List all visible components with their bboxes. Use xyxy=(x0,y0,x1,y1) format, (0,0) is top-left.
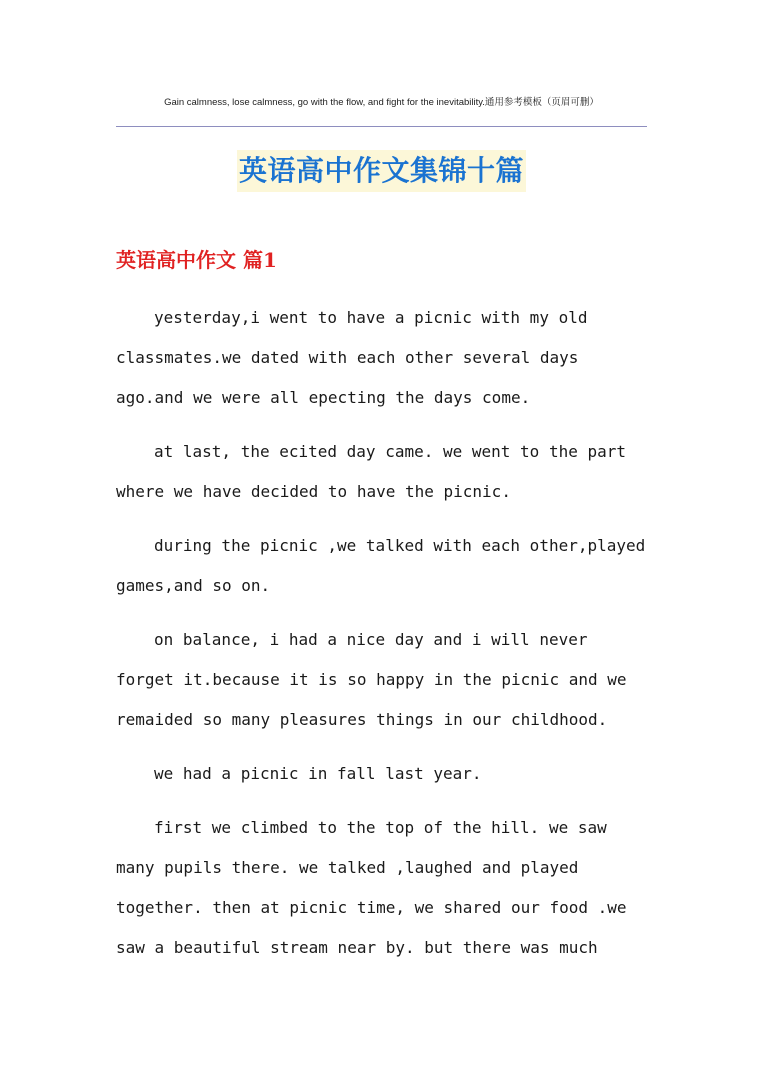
text-line: remaided so many pleasures things in our childhood. xyxy=(116,710,608,729)
text-line: on balance, i had a nice day and i will never xyxy=(154,630,588,649)
text-line: during the picnic ,we talked with each other,played xyxy=(154,536,646,555)
text-line: classmates.we dated with each other several days xyxy=(116,348,579,367)
text-line: we had a picnic in fall last year. xyxy=(154,764,482,783)
essay-body xyxy=(116,298,656,982)
paragraph-3 xyxy=(116,526,656,606)
text-line: where we have decided to have the picnic. xyxy=(116,482,511,501)
page-header: Gain calmness, lose calmness, go with the flow, and fight for the inevitability.通用参考模板（页眉可删） xyxy=(164,97,599,108)
text-line: games,and so on. xyxy=(116,576,271,595)
text-line: forget it.because it is so happy in the picnic and we xyxy=(116,670,627,689)
document-title-wrapper xyxy=(0,150,763,192)
paragraph-6 xyxy=(116,808,656,968)
header-divider xyxy=(116,126,647,127)
text-line: together. then at picnic time, we shared our food .we xyxy=(116,898,627,917)
paragraph-4 xyxy=(116,620,656,740)
text-line: at last, the ecited day came. we went to the part xyxy=(154,442,627,461)
section-heading: 英语高中作文 篇1 xyxy=(116,248,277,272)
paragraph-5 xyxy=(116,754,656,794)
document-title: 英语高中作文集锦十篇 xyxy=(237,150,526,192)
text-line: many pupils there. we talked ,laughed and played xyxy=(116,858,579,877)
paragraph-1 xyxy=(116,298,656,418)
text-line: saw a beautiful stream near by. but there was much xyxy=(116,938,598,957)
paragraph-2 xyxy=(116,432,656,512)
text-line: ago.and we were all epecting the days come. xyxy=(116,388,531,407)
text-line: first we climbed to the top of the hill. we saw xyxy=(154,818,607,837)
text-line: yesterday,i went to have a picnic with my old xyxy=(154,308,588,327)
